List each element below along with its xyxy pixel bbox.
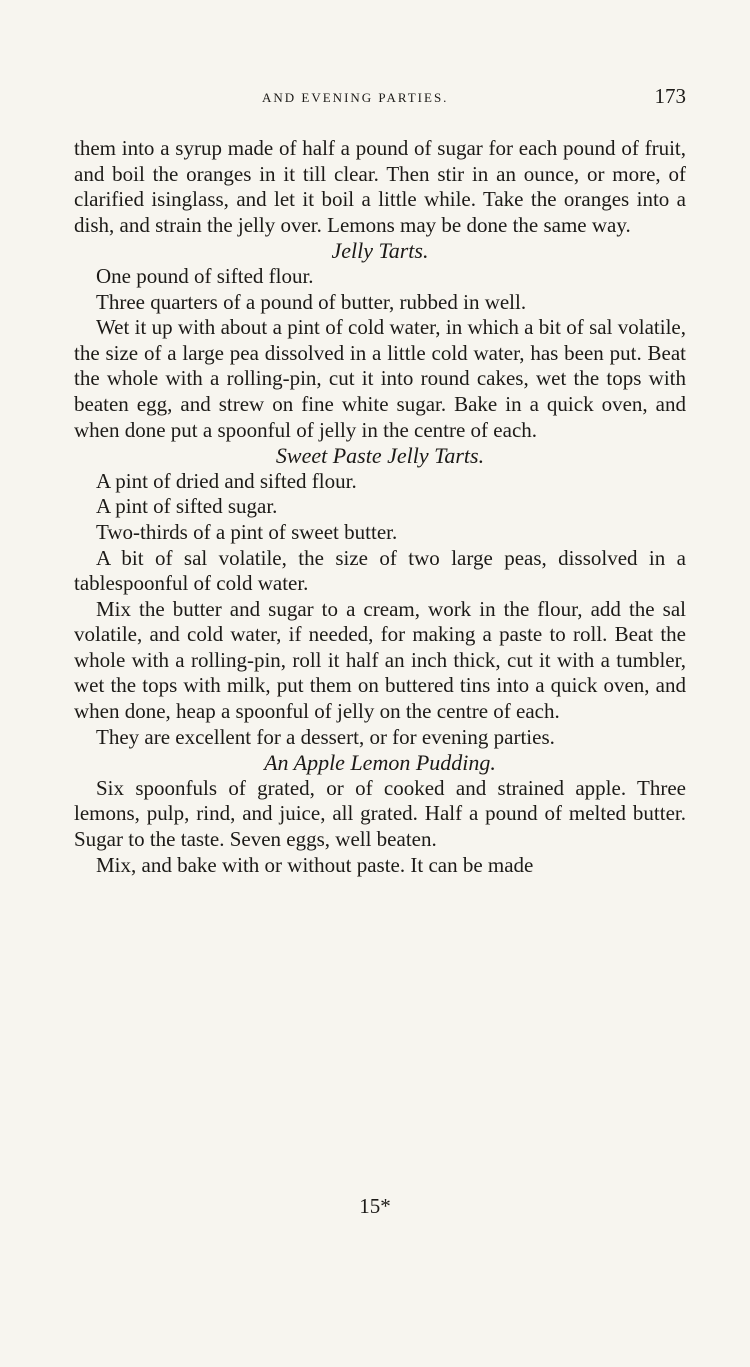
recipe-line: A bit of sal volatile, the size of two large peas, dissolved in a tablespoonful of cold water. (74, 545, 686, 596)
recipe-paragraph: Six spoonfuls of grated, or of cooked and strained apple. Three lemons, pulp, rind, and juice, all grated. Half a pound of melted butter. Sugar to the taste. Seven eggs, well beaten. (74, 775, 686, 852)
page-body (74, 136, 686, 878)
page-header (74, 86, 686, 114)
recipe-line: They are excellent for a dessert, or for evening parties. (96, 724, 555, 749)
recipe-line: One pound of sifted flour. (96, 263, 314, 288)
running-head: AND EVENING PARTIES. (262, 90, 449, 105)
recipe-line: A pint of dried and sifted flour. (96, 468, 357, 493)
recipe-line: Two-thirds of a pint of sweet butter. (96, 519, 398, 544)
recipe-line: Three quarters of a pound of butter, rubbed in well. (96, 289, 527, 314)
recipe-paragraph: Mix the butter and sugar to a cream, work in the flour, add the sal volatile, and cold water, if needed, for making a paste to roll. Beat the whole with a rolling-pin, roll it half an inch thick, cut it with a tumbler, wet the tops with milk, put them on buttered tins into a quick oven, and when done, heap a spoonful of jelly on the centre of each. (74, 596, 686, 724)
recipe-paragraph: Wet it up with about a pint of cold water, in which a bit of sal volatile, the size of a large pea dissolved in a little cold water, has been put. Beat the whole with a rolling-pin, cut it into round cakes, wet the tops with beaten egg, and strew on fine white sugar. Bake in a quick oven, and when done put a spoonful of jelly in the centre of each. (74, 315, 686, 442)
recipe-line: Mix, and bake with or without paste. It can be made (96, 852, 534, 877)
signature-mark: 15* (359, 1194, 391, 1218)
recipe-title-sweet-paste-jelly-tarts: Sweet Paste Jelly Tarts. (275, 443, 485, 469)
continuation-paragraph: them into a syrup made of half a pound of sugar for each pound of fruit, and boil the oranges in it till clear. Then stir in an ounce, or more, of clarified isinglass, and let it boil a little while. Take the oranges into a dish, and strain the jelly over. Lemons may be done the same way. (74, 136, 686, 237)
recipe-title-apple-lemon-pudding: An Apple Lemon Pudding. (264, 750, 496, 776)
page-number: 173 (654, 84, 686, 108)
recipe-line: A pint of sifted sugar. (96, 494, 278, 519)
recipe-title-jelly-tarts: Jelly Tarts. (331, 238, 429, 264)
